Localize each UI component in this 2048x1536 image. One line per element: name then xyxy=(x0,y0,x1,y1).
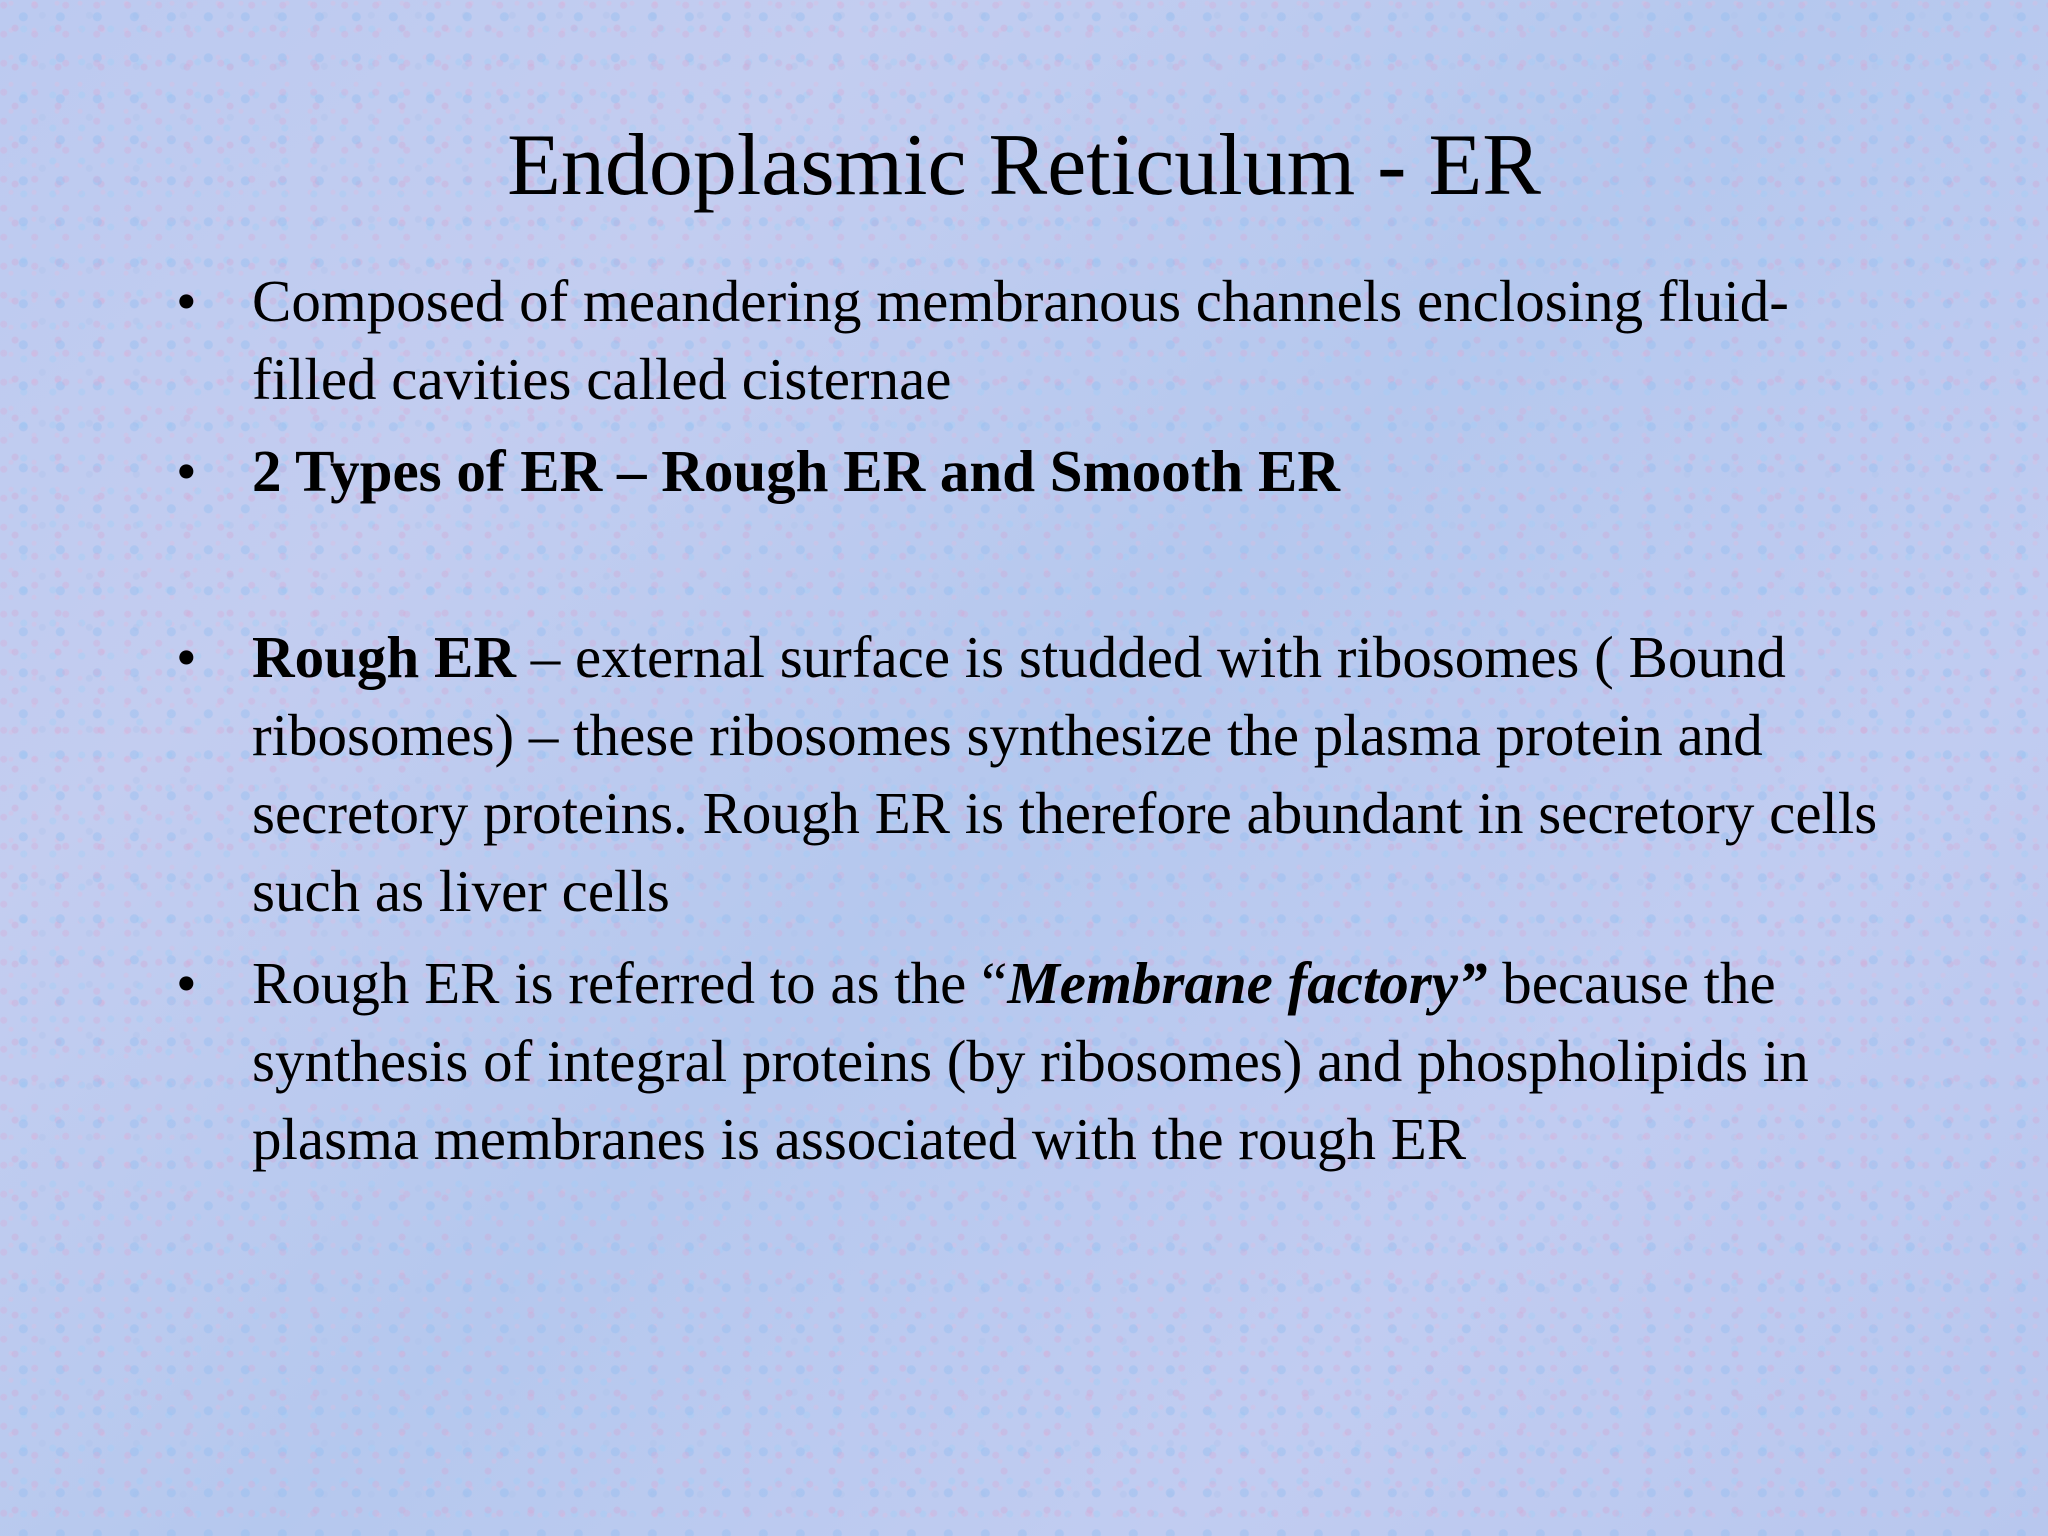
bullet-item-composition xyxy=(166,262,1896,418)
bullet-item-membrane-factory xyxy=(166,944,1896,1178)
bullet-item-rough-er xyxy=(166,618,1896,930)
bullet-text-before: Rough ER is referred to as the “ xyxy=(252,950,1008,1016)
bullet-marker: • xyxy=(176,624,197,690)
bullet-text: Composed of meandering membranous channels enclosing fluid-filled cavities called cisternae xyxy=(252,268,1789,412)
bullet-item-er-types xyxy=(166,432,1896,510)
bullet-text: – external surface is studded with ribosomes ( Bound ribosomes) – these ribosomes synthesize the plasma protein and secretory proteins. Rough ER is therefore abundant in secretory cells such as liver cells xyxy=(252,624,1878,924)
bullet-text-after: because the synthesis of integral proteins (by ribosomes) and phospholipids in plasma membranes is associated with the rough ER xyxy=(252,950,1809,1172)
bullet-marker: • xyxy=(176,950,197,1016)
bullet-text: 2 Types of ER – Rough ER and Smooth ER xyxy=(252,438,1340,504)
bullet-lead-term: Rough ER xyxy=(252,624,516,690)
bullet-list xyxy=(166,262,1896,1192)
bullet-marker: • xyxy=(176,438,197,504)
bullet-emphasis: Membrane factory” xyxy=(1007,950,1488,1016)
slide-title: Endoplasmic Reticulum - ER xyxy=(507,117,1541,214)
bullet-marker: • xyxy=(176,268,197,334)
